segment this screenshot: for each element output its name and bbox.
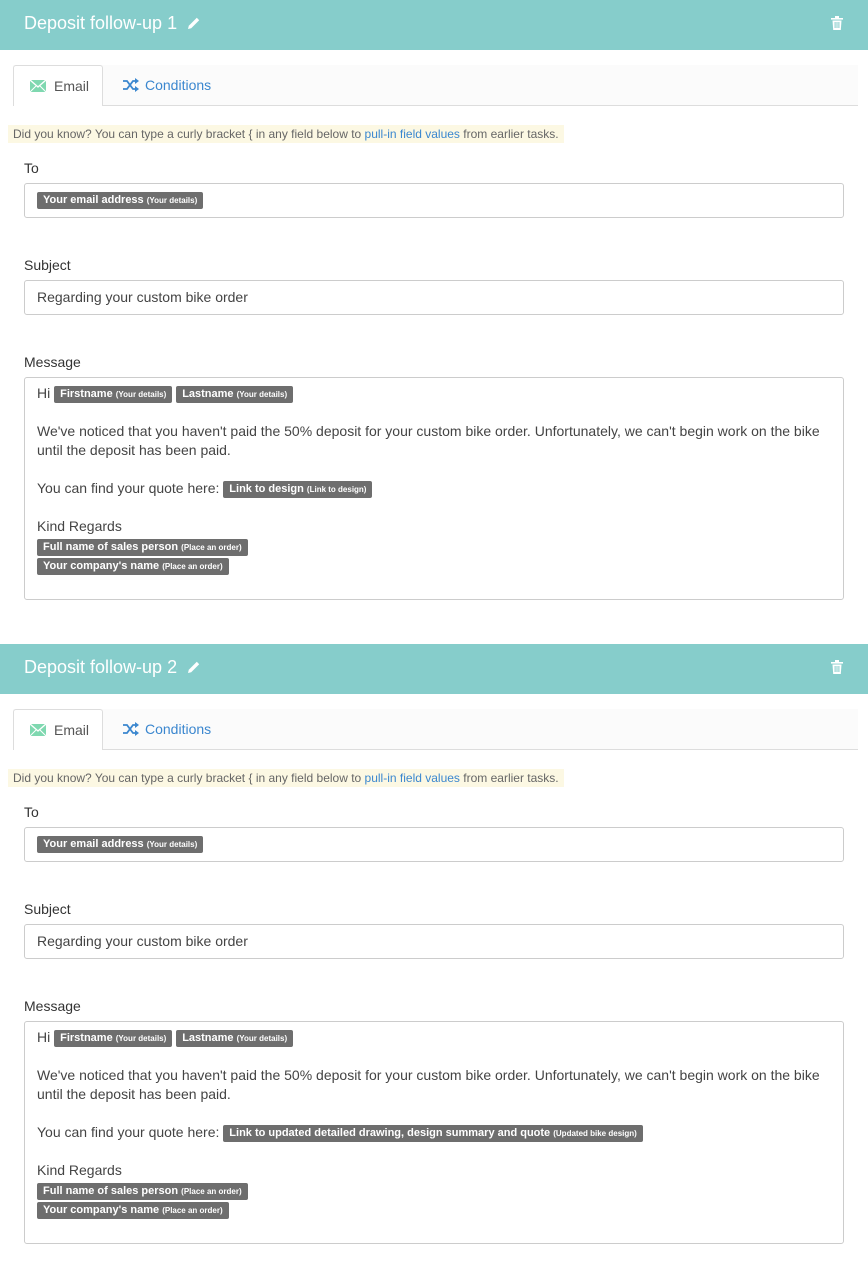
quote-line bbox=[37, 479, 372, 498]
quote-line bbox=[37, 1123, 643, 1142]
greeting-line bbox=[37, 1028, 293, 1047]
message-body: We've noticed that you haven't paid the 50% deposit for your custom bike order. Unfortunately, we can't begin work on the bike until the deposit has been paid. bbox=[37, 423, 820, 458]
token-source: (Your details) bbox=[236, 389, 288, 399]
tab-conditions[interactable] bbox=[121, 65, 231, 105]
token-source: (Your details) bbox=[146, 840, 198, 849]
pencil-icon[interactable] bbox=[187, 660, 201, 674]
pencil-icon[interactable] bbox=[187, 16, 201, 30]
pull-in-field-values-link[interactable]: pull-in field values bbox=[364, 127, 460, 141]
field-token[interactable] bbox=[176, 1030, 293, 1047]
tab-conditions-label: Conditions bbox=[145, 77, 212, 93]
field-token[interactable] bbox=[176, 386, 293, 403]
token-name: Your email address bbox=[43, 838, 144, 850]
token-name: Your company's name bbox=[43, 1203, 160, 1216]
token-name: Link to updated detailed drawing, design summary and quote bbox=[229, 1126, 551, 1139]
hint-banner bbox=[8, 769, 564, 787]
quote-text: You can find your quote here: bbox=[37, 1124, 220, 1140]
tab-conditions[interactable] bbox=[121, 709, 231, 749]
field-token[interactable] bbox=[37, 539, 248, 556]
field-token[interactable] bbox=[37, 558, 229, 575]
token-source: (Place an order) bbox=[162, 561, 223, 571]
envelope-icon bbox=[30, 724, 46, 736]
tab-email[interactable] bbox=[13, 65, 103, 106]
envelope-icon bbox=[30, 80, 46, 92]
tab-email[interactable] bbox=[13, 709, 103, 750]
token-source: (Place an order) bbox=[162, 1205, 223, 1215]
token-name: Full name of sales person bbox=[43, 540, 179, 553]
message-body: We've noticed that you haven't paid the 50% deposit for your custom bike order. Unfortunately, we can't begin work on the bike until the deposit has been paid. bbox=[37, 1067, 820, 1102]
subject-value: Regarding your custom bike order bbox=[37, 933, 248, 949]
hint-text-end: from earlier tasks. bbox=[459, 771, 559, 785]
to-label: To bbox=[24, 804, 39, 820]
signoff-text: Kind Regards bbox=[37, 518, 122, 534]
hint-text: Did you know? You can type a curly bracket { in any field below to bbox=[13, 127, 365, 141]
hint-text-end: from earlier tasks. bbox=[459, 127, 559, 141]
field-token[interactable] bbox=[37, 836, 203, 853]
field-token[interactable] bbox=[54, 386, 172, 403]
token-source: (Place an order) bbox=[181, 1186, 242, 1196]
subject-value: Regarding your custom bike order bbox=[37, 289, 248, 305]
token-name: Full name of sales person bbox=[43, 1184, 179, 1197]
task-header bbox=[0, 644, 868, 694]
tab-bar bbox=[13, 709, 858, 750]
trash-icon[interactable] bbox=[831, 16, 843, 30]
company-line bbox=[37, 556, 229, 575]
task-title[interactable]: Deposit follow-up 2 bbox=[24, 657, 178, 677]
tab-email-label: Email bbox=[54, 78, 90, 94]
token-source: (Your details) bbox=[236, 1033, 288, 1043]
shuffle-icon bbox=[123, 722, 139, 736]
message-label: Message bbox=[24, 998, 81, 1014]
token-name: Lastname bbox=[182, 1031, 234, 1044]
field-token[interactable] bbox=[37, 1202, 229, 1219]
field-token[interactable] bbox=[223, 481, 372, 498]
sales-person-line bbox=[37, 537, 248, 556]
token-name: Lastname bbox=[182, 387, 234, 400]
subject-label: Subject bbox=[24, 257, 71, 273]
quote-text: You can find your quote here: bbox=[37, 480, 220, 496]
tab-email-label: Email bbox=[54, 722, 90, 738]
to-field[interactable] bbox=[24, 827, 844, 862]
tab-conditions-label: Conditions bbox=[145, 721, 212, 737]
greeting-line bbox=[37, 384, 293, 403]
token-source: (Link to design) bbox=[306, 484, 367, 494]
pull-in-field-values-link[interactable]: pull-in field values bbox=[364, 771, 460, 785]
shuffle-icon bbox=[123, 78, 139, 92]
signoff-text: Kind Regards bbox=[37, 1162, 122, 1178]
task-title[interactable]: Deposit follow-up 1 bbox=[24, 13, 178, 33]
to-field[interactable] bbox=[24, 183, 844, 218]
sales-person-line bbox=[37, 1181, 248, 1200]
token-source: (Your details) bbox=[115, 1033, 167, 1043]
subject-input[interactable] bbox=[24, 280, 844, 315]
subject-label: Subject bbox=[24, 901, 71, 917]
token-name: Firstname bbox=[60, 387, 113, 400]
token-source: (Your details) bbox=[115, 389, 167, 399]
token-name: Your company's name bbox=[43, 559, 160, 572]
field-token[interactable] bbox=[37, 192, 203, 209]
to-label: To bbox=[24, 160, 39, 176]
subject-input[interactable] bbox=[24, 924, 844, 959]
token-name: Link to design bbox=[229, 482, 304, 495]
token-source: (Updated bike design) bbox=[553, 1128, 637, 1138]
hint-banner bbox=[8, 125, 564, 143]
token-name: Your email address bbox=[43, 194, 144, 206]
greeting-text: Hi bbox=[37, 385, 51, 401]
tab-bar bbox=[13, 65, 858, 106]
token-source: (Place an order) bbox=[181, 542, 242, 552]
hint-text: Did you know? You can type a curly bracket { in any field below to bbox=[13, 771, 365, 785]
token-name: Firstname bbox=[60, 1031, 113, 1044]
message-editor[interactable] bbox=[24, 377, 844, 600]
greeting-text: Hi bbox=[37, 1029, 51, 1045]
field-token[interactable] bbox=[37, 1183, 248, 1200]
task-header bbox=[0, 0, 868, 50]
token-source: (Your details) bbox=[146, 196, 198, 205]
company-line bbox=[37, 1200, 229, 1219]
message-label: Message bbox=[24, 354, 81, 370]
trash-icon[interactable] bbox=[831, 660, 843, 674]
task-card bbox=[0, 644, 868, 1288]
message-editor[interactable] bbox=[24, 1021, 844, 1244]
field-token[interactable] bbox=[223, 1125, 643, 1142]
field-token[interactable] bbox=[54, 1030, 172, 1047]
